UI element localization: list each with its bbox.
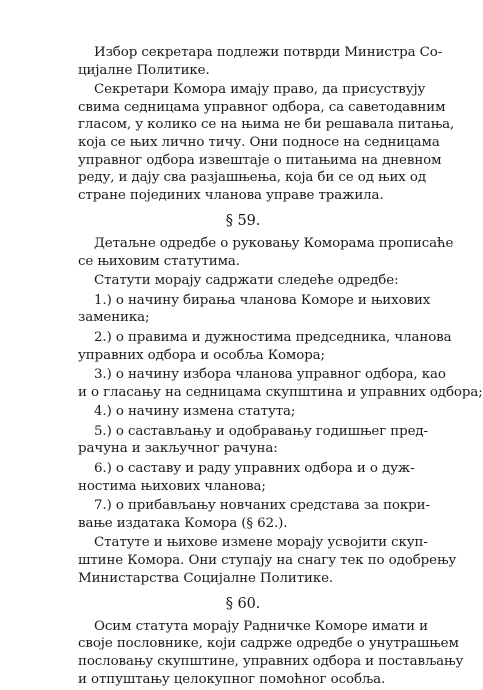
- text-line: се њиховим статутима.: [78, 253, 240, 269]
- section-heading-60: § 60.: [225, 596, 261, 613]
- text-line: и отпуштању целокупног помоћног особља.: [78, 671, 386, 687]
- text-line: 3.) о начину избора чланова управног одбора, као: [94, 367, 446, 383]
- list-item-4: [78, 403, 408, 421]
- section-heading-59: § 59.: [225, 213, 261, 230]
- list-item-6: [78, 460, 415, 495]
- paragraph-rules-of-procedure: [78, 618, 464, 688]
- text-line: 7.) о прибављању новчаних средстава за покри-: [94, 498, 430, 514]
- text-line: цијалне Политике.: [78, 62, 210, 78]
- list-item-2: [78, 329, 452, 364]
- text-line: ностима њихових чланова;: [78, 478, 266, 494]
- text-line: реду, и дају сва разјашњења, која би се од њих од: [78, 170, 426, 186]
- paragraph-secretary-approval: [78, 44, 443, 79]
- text-line: 1.) о начину бирања чланова Коморе и њихових: [94, 292, 431, 308]
- text-line: 2.) о правима и дужностима председника, чланова: [94, 329, 452, 345]
- text-line: 5.) о састављању и одобравању годишњег пред-: [94, 423, 428, 439]
- text-line: вање издатака Комора (§ 62.).: [78, 515, 288, 531]
- text-line: своје пословнике, који садрже одредбе о унутрашњем: [78, 636, 459, 652]
- document-page: [78, 44, 483, 690]
- text-line: штине Комора. Они ступају на снагу тек по одобрењу: [78, 553, 457, 569]
- paragraph-secretary-rights: [78, 81, 455, 204]
- text-line: Избор секретара подлежи потврди Министра Со-: [94, 45, 443, 60]
- paragraph-statutes-intro: [78, 272, 408, 290]
- paragraph-detailed-provisions: [78, 235, 454, 270]
- text-line: Осим статута морају Радничке Коморе имати и: [94, 618, 428, 634]
- paragraph-statute-adoption: [78, 534, 457, 587]
- text-line: Детаљне одредбе о руковању Коморама прописаће: [94, 235, 454, 251]
- text-line: пословању скупштине, управних одбора и постављању: [78, 654, 464, 669]
- text-line: Статути морају садржати следеће одредбе:: [94, 273, 399, 289]
- text-line: Статуте и њихове измене морају усвојити скуп-: [94, 535, 428, 551]
- text-line: стране појединих чланова управе тражила.: [78, 187, 384, 203]
- list-item-3: [78, 366, 483, 401]
- text-line: 4.) о начину измена статута;: [94, 404, 296, 420]
- text-line: заменика;: [78, 310, 150, 326]
- text-line: рачуна и закључног рачуна:: [78, 441, 278, 457]
- text-line: свима седницама управног одбора, са саветодавним: [78, 99, 446, 115]
- list-item-1: [78, 292, 431, 327]
- list-item-5: [78, 423, 428, 458]
- text-line: и о гласању на седницама скупштина и управних одбора;: [78, 384, 483, 400]
- text-line: управног одбора извештаје о питањима на дневном: [78, 152, 442, 168]
- text-line: управних одбора и особља Комора;: [78, 347, 325, 363]
- text-line: Министарства Социјалне Политике.: [78, 570, 334, 586]
- text-line: Секретари Комора имају право, да присуствују: [94, 82, 426, 98]
- list-item-7: [78, 497, 430, 532]
- text-line: гласом, у колико се на њима не би решавала питања,: [78, 117, 455, 133]
- text-line: која се њих лично тичу. Они подносе на седницама: [78, 134, 440, 150]
- text-line: 6.) о саставу и раду управних одбора и о дуж-: [94, 461, 415, 477]
